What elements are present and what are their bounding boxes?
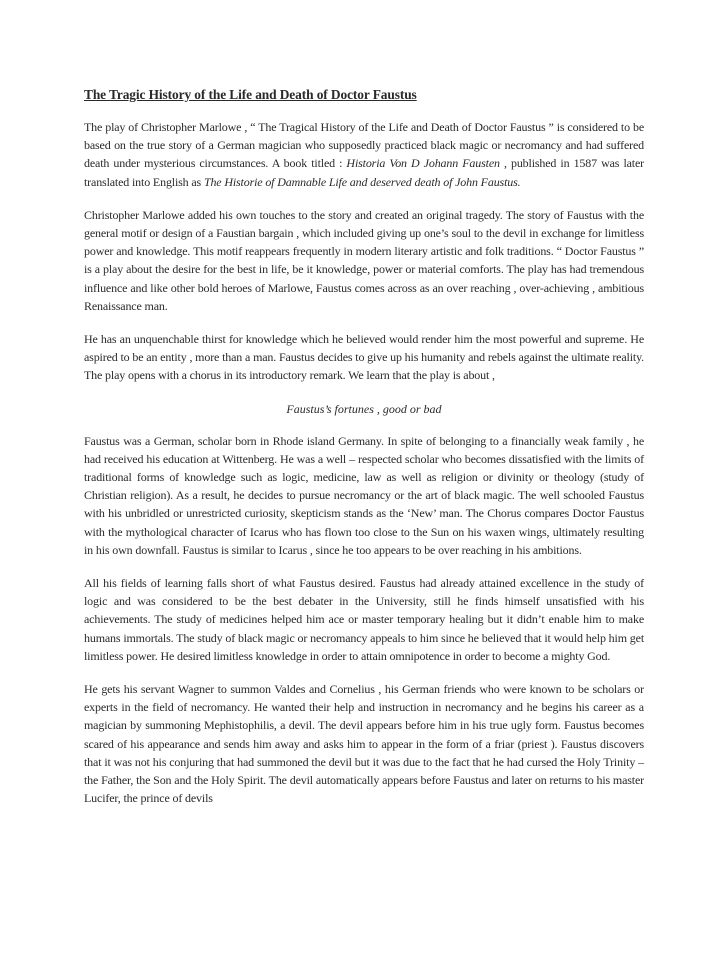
paragraph-1-text-a: The play of Christopher Marlowe , “ The Tragical History of the Life and Death of Doctor Faustus ” is considered to be based on the true story of a German magician who supposedly practiced black magic or necromancy and had suffered death under mysterious circumstances. A book titled : bbox=[84, 120, 644, 171]
paragraph-6: He gets his servant Wagner to summon Valdes and Cornelius , his German friends who were known to be scholars or experts in the field of necromancy. He wanted their help and instruction in necromancy and he begins his career as a magician by summoning Mephistophilis, a devil. The devil appears before him in his true ugly form. Faustus becomes scared of his appearance and sends him away and asks him to appear in the form of a friar (priest ). Faustus discovers that it was not his conjuring that had summoned the devil but it was due to the fact that he had cursed the Holy Trinity – the Father, the Son and the Holy Spirit. The devil automatically appears before Faustus and later on returns to his master Lucifer, the prince of devils bbox=[84, 682, 644, 806]
paragraph-5: All his fields of learning falls short of what Faustus desired. Faustus had already attained excellence in the study of logic and was considered to be the best debater in the University, still he finds himself unsatisfied with his achievements. The study of medicines helped him ace or master temporary healing but it didn’t enable him to make humans immortals. The study of black magic or necromancy appeals to him since he believed that it would help him get limitless power. He desired limitless knowledge in order to attain omnipotence in order to become a mighty God. bbox=[84, 576, 644, 663]
book-title-historia: Historia Von D Johann Fausten bbox=[346, 156, 500, 171]
paragraph-2: Christopher Marlowe added his own touches to the story and created an original tragedy. The story of Faustus with the general motif or design of a Faustian bargain , which included giving up one’s soul to the devil in exchange for limitless power and knowledge. This motif reappears frequently in modern literary artistic and folk traditions. “ Doctor Faustus ” is a play about the desire for the best in life, be it knowledge, power or material comforts. The play has had tremendous influence and like other bold heroes of Marlowe, Faustus comes across as an over reaching , over-achieving , ambitious Renaissance man. bbox=[84, 207, 644, 313]
book-title-historie: The Historie of Damnable Life and deserved death of John Faustus. bbox=[203, 174, 521, 189]
paragraph-3: He has an unquenchable thirst for knowledge which he believed would render him the most powerful and supreme. He aspired to be an entity , more than a man. Faustus decides to give up his humanity and rebels against the ultimate reality. The play opens with a chorus in its introductory remark. We learn that the play is about , bbox=[84, 332, 644, 383]
paragraph-1-text-b: , published in 1587 was later translated into English as bbox=[84, 156, 645, 189]
paragraph-1 bbox=[84, 118, 644, 191]
document-body bbox=[84, 86, 644, 823]
document-title: The Tragic History of the Life and Death of Doctor Faustus bbox=[84, 87, 417, 102]
chorus-quote: Faustus’s fortunes , good or bad bbox=[286, 401, 442, 416]
paragraph-4: Faustus was a German, scholar born in Rhode island Germany. In spite of belonging to a financially weak family , he had received his education at Wittenberg. He was a well – respected scholar who becomes dissatisfied with the limits of traditional forms of knowledge such as logic, medicine, law as well as religion or divinity or theology (study of Christian religion). As a result, he decides to pursue necromancy or the art of black magic. The well schooled Faustus with his unbridled or unrestricted curiosity, skepticism stands as the ‘New’ man. The Chorus compares Doctor Faustus with the mythological character of Icarus who has flown too close to the Sun on his waxen wings, ultimately resulting in his own downfall. Faustus is similar to Icarus , since he too appears to be over reaching in his ambitions. bbox=[84, 433, 644, 557]
